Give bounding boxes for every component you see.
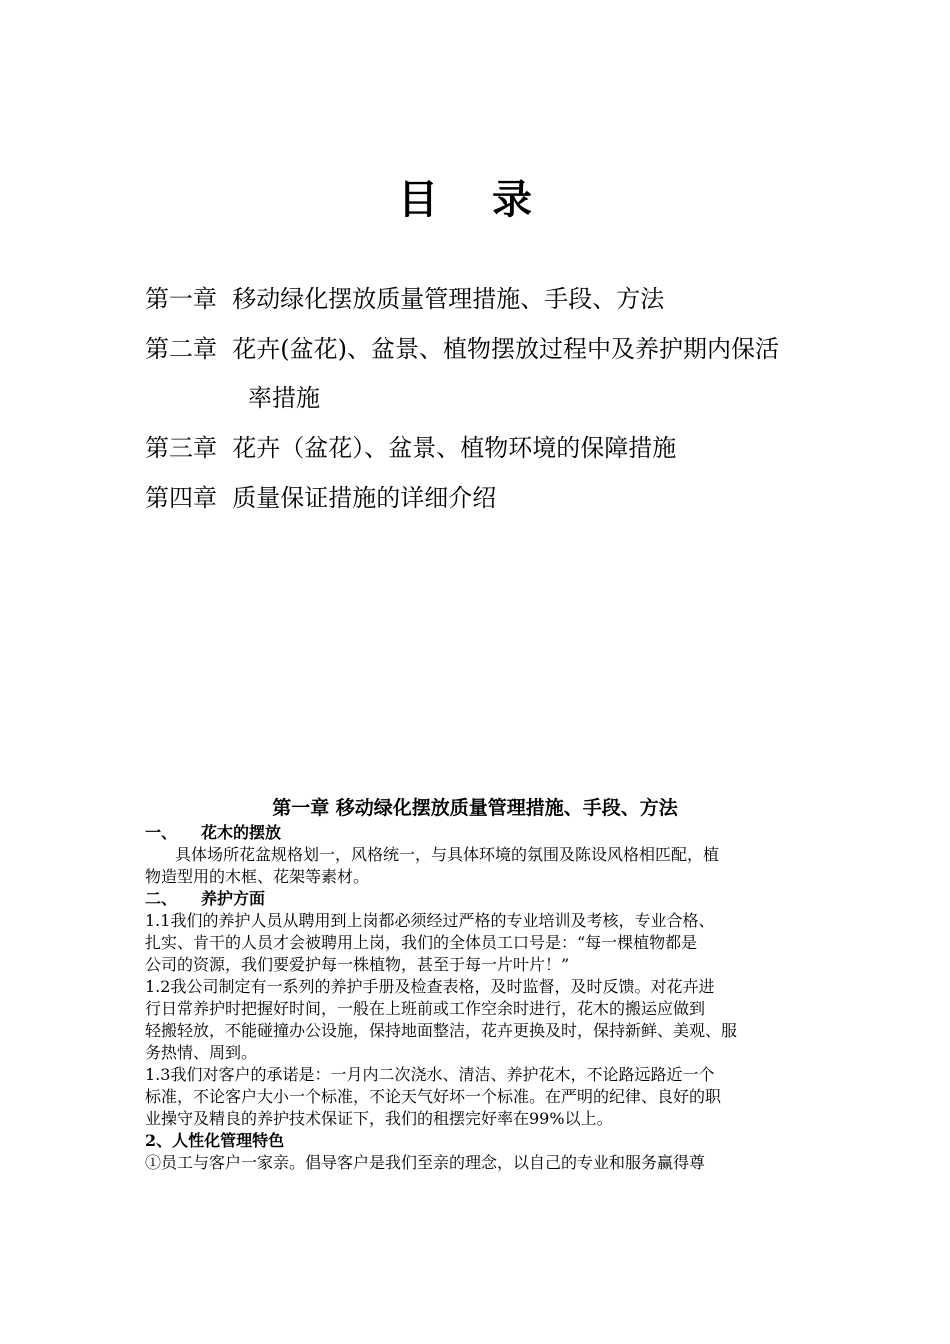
paragraph-line: ①员工与客户一家亲。倡导客户是我们至亲的理念，以自己的专业和服务赢得尊	[145, 1153, 706, 1172]
toc-entry-chapter: 第四章	[145, 484, 217, 512]
toc-entry-text: 花卉（盆花）、盆景、植物环境的保障措施	[232, 434, 677, 462]
toc-entry-1	[145, 282, 664, 316]
toc-entry-text: 花卉(盆花)、盆景、植物摆放过程中及养护期内保活	[232, 335, 779, 363]
paragraph-line: 标准，不论客户大小一个标准，不论天气好坏一个标准。在严明的纪律、良好的职	[145, 1087, 722, 1106]
section-number: 一、	[145, 823, 178, 842]
paragraph-line: 业操守及精良的养护技术保证下，我们的租摆完好率在99%以上。	[145, 1109, 613, 1128]
section-heading: 2、人性化管理特色	[145, 1131, 285, 1150]
paragraph-line: 1.1我们的养护人员从聘用到上岗都必须经过严格的专业培训及考核，专业合格、	[145, 911, 715, 930]
section-number: 二、	[145, 889, 178, 908]
paragraph-line: 行日常养护时把握好时间，一般在上班前或工作空余时进行，花木的搬运应做到	[145, 999, 706, 1018]
toc-entry-chapter: 第三章	[145, 434, 217, 462]
paragraph-line: 公司的资源，我们要爱护每一株植物，甚至于每一片叶片！”	[145, 955, 570, 974]
toc-entry-3	[145, 431, 676, 465]
toc-title: 目 录	[398, 176, 552, 223]
paragraph-line: 1.3我们对客户的承诺是：一月内二次浇水、清洁、养护花木，不论路远路近一个	[145, 1065, 715, 1084]
paragraph-line: 轻搬轻放，不能碰撞办公设施，保持地面整洁，花卉更换及时，保持新鲜、美观、服	[145, 1021, 738, 1040]
toc-entry-text: 移动绿化摆放质量管理措施、手段、方法	[232, 285, 665, 313]
paragraph-line: 扎实、肯干的人员才会被聘用上岗，我们的全体员工口号是：“每一棵植物都是	[145, 933, 698, 952]
toc-entry-4	[145, 481, 496, 515]
toc-entry-2	[145, 332, 779, 366]
section-heading-text: 养护方面	[201, 889, 266, 908]
paragraph-line: 物造型用的木框、花架等素材。	[145, 867, 370, 886]
chapter-title: 第一章 移动绿化摆放质量管理措施、手段、方法	[272, 797, 678, 819]
toc-entry-chapter: 第一章	[145, 285, 217, 313]
toc-entry-chapter: 第二章	[145, 335, 217, 363]
paragraph-line: 具体场所花盆规格划一，风格统一，与具体环境的氛围及陈设风格相匹配，植	[175, 845, 720, 864]
paragraph-line: 1.2我公司制定有一系列的养护手册及检查表格，及时监督，及时反馈。对花卉进	[145, 977, 715, 996]
section-heading	[145, 822, 815, 844]
chapter-body	[145, 822, 815, 1174]
toc-entry-2-continuation: 率措施	[248, 384, 320, 412]
paragraph-line: 务热情、周到。	[145, 1043, 258, 1062]
toc-entry-text: 质量保证措施的详细介绍	[232, 484, 497, 512]
section-heading	[145, 888, 815, 910]
section-heading-text: 花木的摆放	[201, 823, 282, 842]
